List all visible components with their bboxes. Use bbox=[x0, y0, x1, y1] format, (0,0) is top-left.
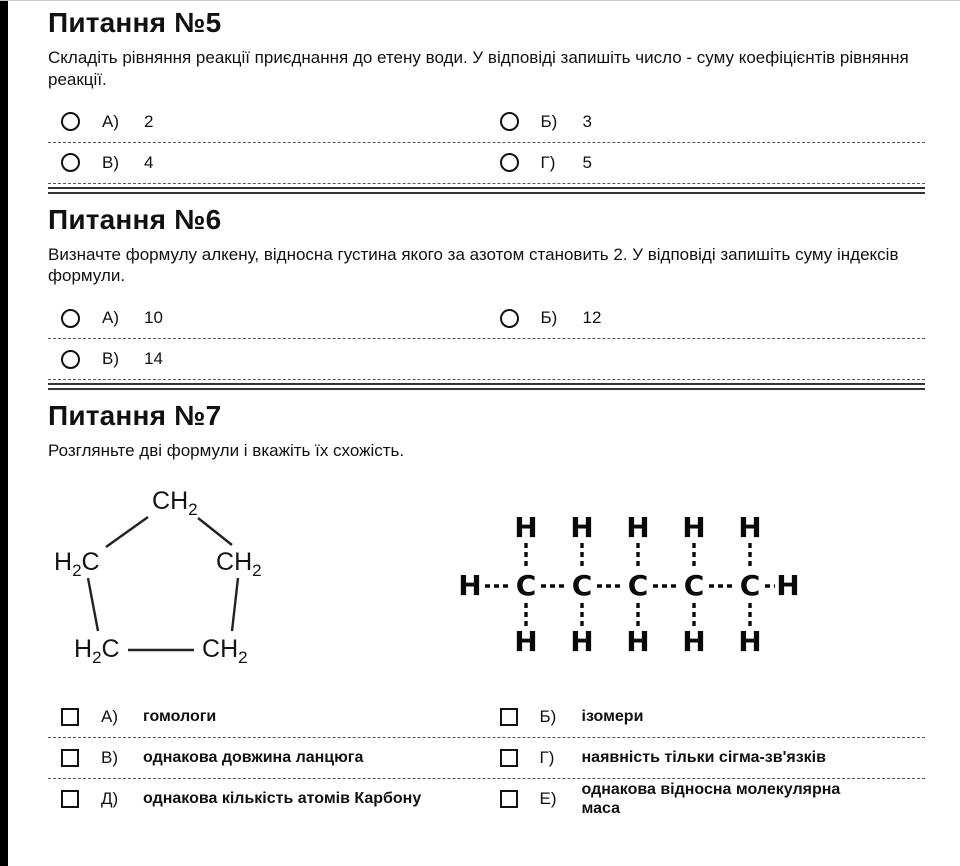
option-letter: А) bbox=[102, 111, 119, 131]
svg-text:H: H bbox=[514, 624, 538, 658]
question-5-section bbox=[48, 7, 925, 194]
option-letter: А) bbox=[102, 308, 119, 327]
checkbox-icon[interactable] bbox=[500, 790, 518, 808]
quiz-content bbox=[48, 1, 925, 819]
svg-text:H: H bbox=[458, 568, 482, 602]
question-separator bbox=[48, 383, 925, 390]
checkbox-icon[interactable] bbox=[500, 749, 518, 767]
svg-text:C: C bbox=[627, 568, 649, 602]
answer-option-a[interactable] bbox=[48, 707, 487, 727]
svg-text:H: H bbox=[626, 624, 650, 658]
left-edge-bar bbox=[0, 1, 8, 866]
option-value: 3 bbox=[582, 111, 592, 131]
answer-option-d[interactable] bbox=[48, 789, 487, 809]
answer-option-g[interactable] bbox=[487, 748, 926, 768]
svg-text:C: C bbox=[515, 568, 537, 602]
answer-option-b[interactable] bbox=[487, 112, 926, 132]
answer-option-a[interactable] bbox=[48, 308, 487, 328]
question-text: Визначте формулу алкену, відносна густина якого за азотом становить 2. У відповіді запишіть суму індексів формули. bbox=[48, 244, 899, 286]
options-row bbox=[48, 143, 925, 183]
option-letter: В) bbox=[101, 747, 118, 767]
option-letter: Б) bbox=[539, 706, 557, 726]
answer-option-b[interactable] bbox=[487, 308, 926, 328]
question-text: Розгляньте дві формули і вкажіть їх схожість. bbox=[48, 441, 405, 460]
question-title: Питання №7 bbox=[48, 400, 222, 431]
option-value: 14 bbox=[144, 349, 163, 368]
answer-option-v[interactable] bbox=[48, 349, 487, 369]
option-letter: Г) bbox=[540, 152, 556, 172]
option-letter: Б) bbox=[540, 111, 558, 131]
svg-text:C: C bbox=[683, 568, 705, 602]
option-value: однакова кількість атомів Карбону bbox=[143, 790, 422, 808]
option-letter: В) bbox=[102, 152, 119, 172]
option-value: 5 bbox=[582, 152, 592, 172]
question-text: Складіть рівняння реакції приєднання до етену води. У відповіді запишіть число - суму коефіцієнтів рівняння реакції. bbox=[48, 48, 909, 89]
formula-images bbox=[48, 473, 925, 673]
answer-option-g[interactable] bbox=[487, 153, 926, 173]
option-value: 4 bbox=[144, 152, 154, 172]
svg-text:H: H bbox=[738, 624, 762, 658]
option-value: однакова довжина ланцюга bbox=[143, 749, 364, 767]
options-row bbox=[48, 779, 925, 819]
checkbox-icon[interactable] bbox=[61, 790, 79, 808]
answer-option-a[interactable] bbox=[48, 112, 487, 132]
svg-text:H: H bbox=[514, 510, 538, 544]
svg-text:H: H bbox=[626, 510, 650, 544]
svg-text:H2C: $H_2C$ bbox=[54, 547, 100, 580]
svg-text:CH2: $CH_2$ bbox=[216, 547, 262, 580]
option-letter: В) bbox=[102, 349, 119, 368]
dashed-divider bbox=[48, 379, 925, 380]
svg-text:H: H bbox=[570, 624, 594, 658]
options-row bbox=[48, 339, 925, 379]
svg-text:CH2: $CH_2$ bbox=[152, 486, 198, 519]
radio-button-icon[interactable] bbox=[61, 112, 80, 131]
options-row bbox=[48, 298, 925, 338]
option-letter: А) bbox=[101, 706, 118, 726]
options-row bbox=[48, 697, 925, 737]
question-6-section bbox=[48, 204, 925, 391]
option-value: 2 bbox=[144, 111, 154, 131]
svg-text:H2C: $H_2C$ bbox=[74, 634, 120, 667]
svg-text:CH2: $CH_2$ bbox=[202, 634, 248, 667]
radio-button-icon[interactable] bbox=[500, 309, 519, 328]
checkbox-icon[interactable] bbox=[61, 708, 79, 726]
pentane-structure bbox=[458, 507, 803, 665]
question-7-section bbox=[48, 400, 925, 819]
option-letter: Д) bbox=[101, 788, 119, 808]
options-row bbox=[48, 738, 925, 778]
question-separator bbox=[48, 187, 925, 194]
svg-text:H: H bbox=[682, 624, 706, 658]
svg-text:H: H bbox=[738, 510, 762, 544]
cyclopentane-structure bbox=[48, 473, 278, 673]
option-value: наявність тільки сігма-зв'язків bbox=[581, 749, 826, 767]
radio-button-icon[interactable] bbox=[61, 350, 80, 369]
answer-option-v[interactable] bbox=[48, 153, 487, 173]
option-value: ізомери bbox=[581, 708, 644, 726]
option-value: гомологи bbox=[143, 708, 217, 726]
svg-text:H: H bbox=[682, 510, 706, 544]
radio-button-icon[interactable] bbox=[500, 153, 519, 172]
svg-text:H: H bbox=[570, 510, 594, 544]
checkbox-icon[interactable] bbox=[500, 708, 518, 726]
svg-text:H: H bbox=[776, 568, 800, 602]
question-title: Питання №5 bbox=[48, 7, 222, 38]
checkbox-icon[interactable] bbox=[61, 749, 79, 767]
option-letter: Г) bbox=[539, 747, 555, 767]
svg-text:C: C bbox=[571, 568, 593, 602]
option-value: однакова відносна молекулярна маса bbox=[581, 780, 841, 817]
answer-option-v[interactable] bbox=[48, 748, 487, 768]
option-letter: Е) bbox=[539, 788, 557, 808]
answer-option-e[interactable] bbox=[487, 780, 926, 818]
question-title: Питання №6 bbox=[48, 203, 222, 235]
dashed-divider bbox=[48, 183, 925, 184]
option-letter: Б) bbox=[540, 308, 558, 327]
option-value: 10 bbox=[144, 308, 163, 327]
options-row bbox=[48, 102, 925, 142]
option-value: 12 bbox=[582, 308, 602, 327]
radio-button-icon[interactable] bbox=[61, 309, 80, 328]
answer-option-b[interactable] bbox=[487, 707, 926, 727]
radio-button-icon[interactable] bbox=[61, 153, 80, 172]
svg-text:C: C bbox=[739, 568, 761, 602]
radio-button-icon[interactable] bbox=[500, 112, 519, 131]
